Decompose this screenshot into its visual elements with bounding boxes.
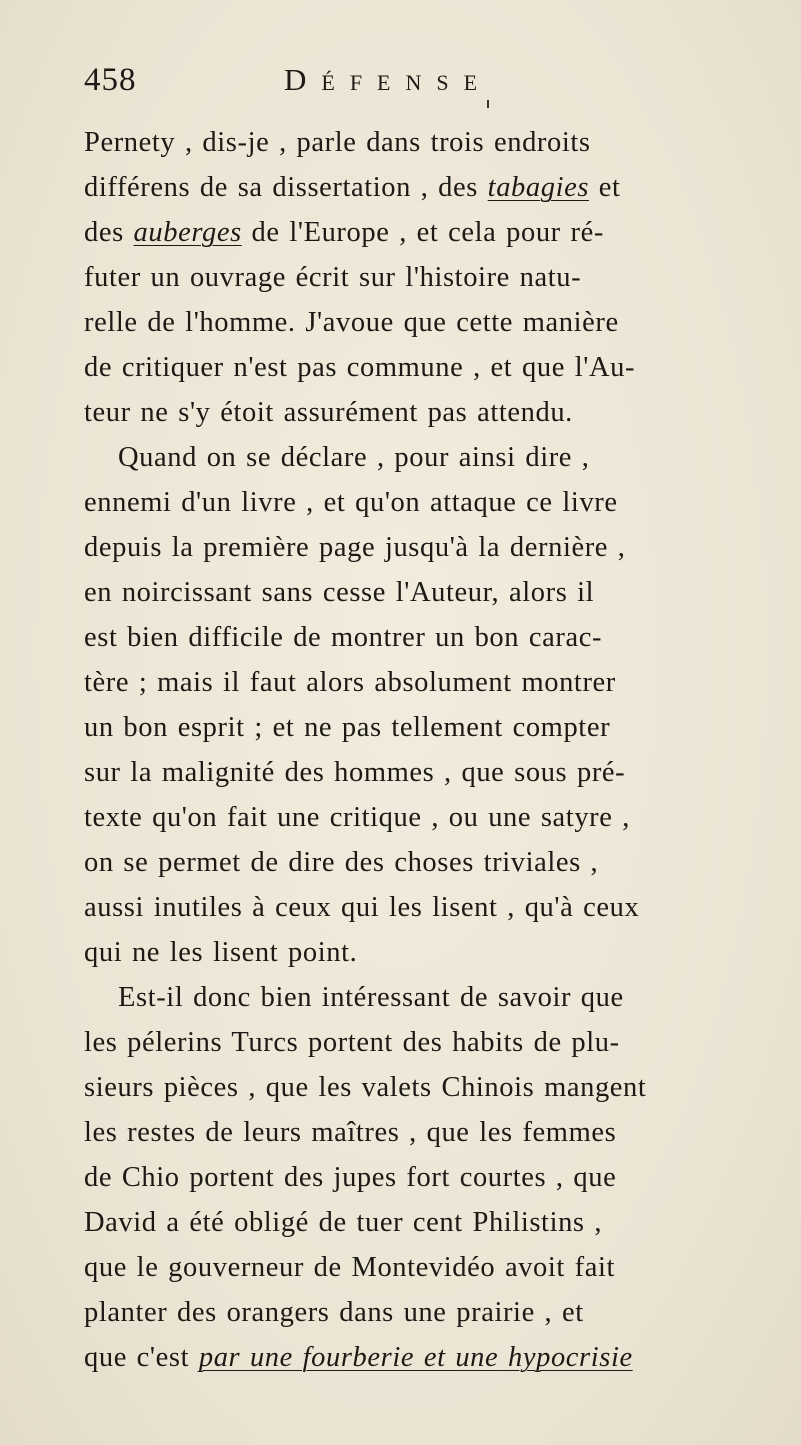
text-run: que c'est — [84, 1342, 199, 1373]
text-line: aussi inutiles à ceux qui les lisent , qu'à ceux — [84, 892, 640, 923]
text-line: David a été obligé de tuer cent Philistins , — [84, 1207, 603, 1238]
text-line: tère ; mais il faut alors absolument montrer — [84, 667, 616, 698]
page-number: 458 — [84, 62, 137, 98]
text-line — [84, 211, 604, 255]
text-line: un bon esprit ; et ne pas tellement compter — [84, 712, 611, 743]
text-run: de l'Europe , et cela pour ré- — [241, 217, 604, 248]
page-header — [84, 62, 724, 112]
running-head: Défense — [284, 62, 493, 97]
text-line: Pernety , dis-je , parle dans trois endroits — [84, 127, 591, 158]
text-line: qui ne les lisent point. — [84, 937, 358, 968]
text-line: en noircissant sans cesse l'Auteur, alors il — [84, 577, 595, 608]
text-line: futer un ouvrage écrit sur l'histoire natu- — [84, 262, 582, 293]
text-line: les restes de leurs maîtres , que les femmes — [84, 1117, 617, 1148]
underlined-phrase: par une fourberie et une hypocrisie — [198, 1342, 633, 1373]
text-line — [84, 1336, 633, 1380]
text-line: de critiquer n'est pas commune , et que l'Au- — [84, 352, 636, 383]
text-line: sur la malignité des hommes , que sous pré- — [84, 757, 626, 788]
ink-mark — [487, 100, 489, 108]
text-line: ennemi d'un livre , et qu'on attaque ce livre — [84, 487, 618, 518]
text-line: est bien difficile de montrer un bon carac- — [84, 622, 603, 653]
text-line: sieurs pièces , que les valets Chinois mangent — [84, 1072, 647, 1103]
text-line-indented: Est-il donc bien intéressant de savoir que — [118, 982, 624, 1013]
underlined-term: auberges — [133, 217, 242, 248]
text-line: depuis la première page jusqu'à la dernière , — [84, 532, 626, 563]
text-run: des — [84, 217, 134, 248]
text-line: de Chio portent des jupes fort courtes , que — [84, 1162, 617, 1193]
text-line: texte qu'on fait une critique , ou une satyre , — [84, 802, 630, 833]
text-line: que le gouverneur de Montevidéo avoit fait — [84, 1252, 616, 1283]
underlined-term: tabagies — [487, 172, 590, 203]
text-run: différens de sa dissertation , des — [84, 172, 488, 203]
text-line-indented: Quand on se déclare , pour ainsi dire , — [118, 442, 590, 473]
text-line: les pélerins Turcs portent des habits de plu- — [84, 1027, 620, 1058]
text-line — [84, 166, 621, 210]
text-line: planter des orangers dans une prairie , et — [84, 1297, 584, 1328]
text-run: et — [589, 172, 621, 203]
text-line: teur ne s'y étoit assurément pas attendu. — [84, 397, 573, 428]
text-line: on se permet de dire des choses triviales , — [84, 847, 599, 878]
text-line: relle de l'homme. J'avoue que cette manière — [84, 307, 619, 338]
